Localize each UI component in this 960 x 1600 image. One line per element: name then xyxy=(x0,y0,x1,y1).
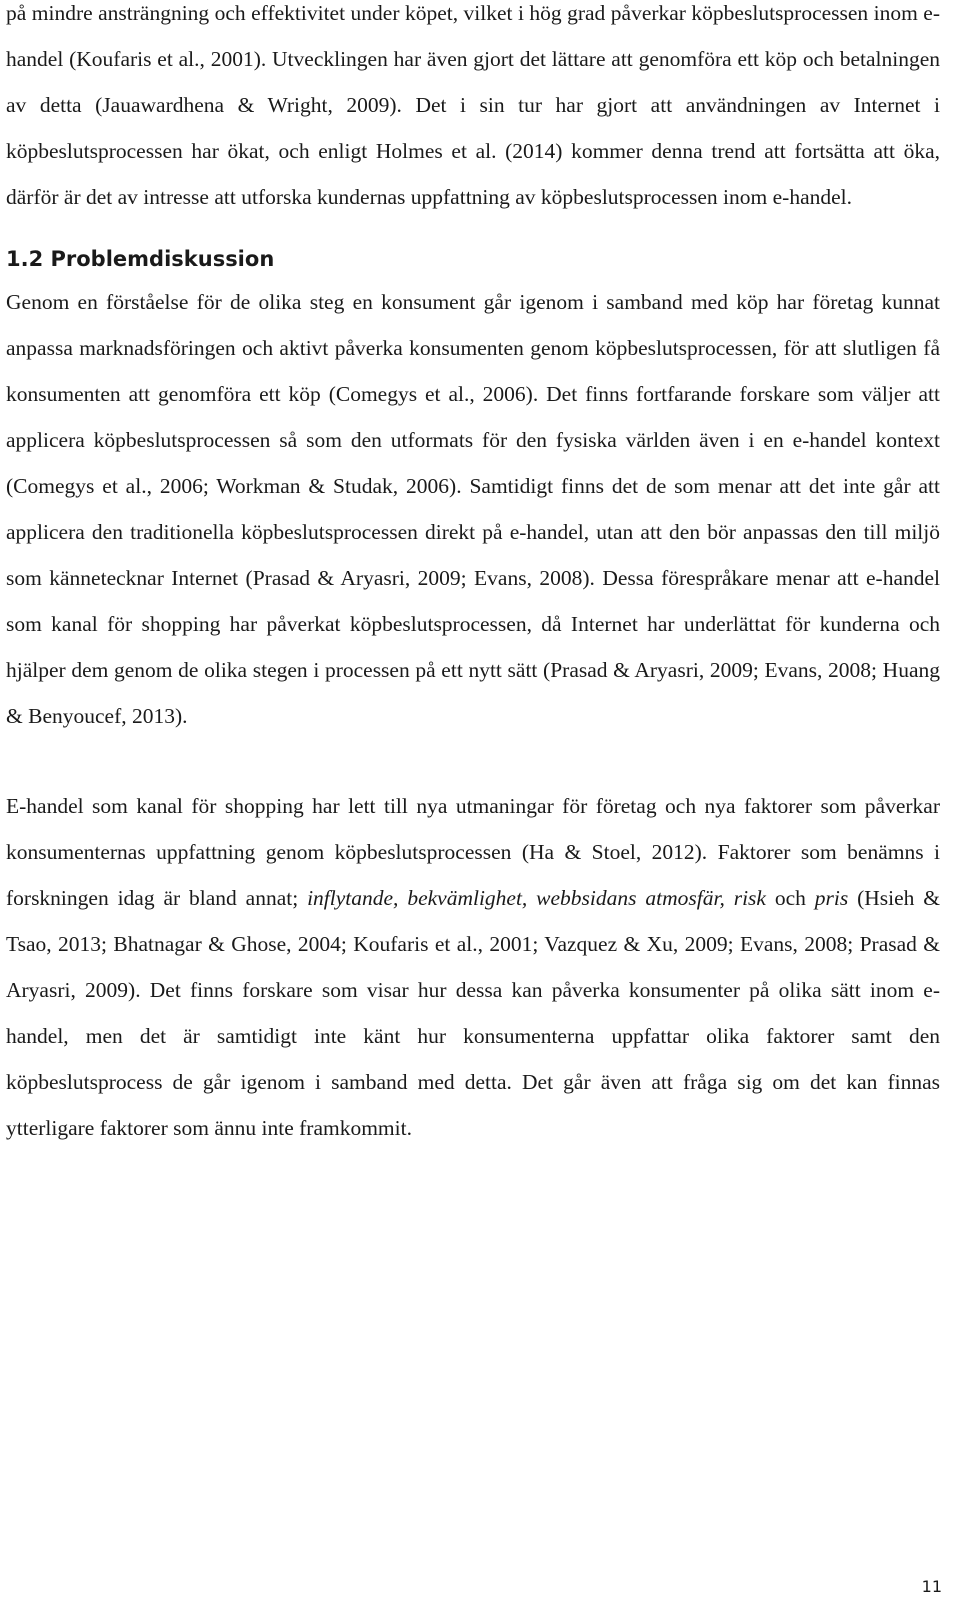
document-page xyxy=(6,0,940,1151)
factor-list-italic: bekvämlighet, webbsidans atmosfär, risk xyxy=(407,886,766,910)
page-number: 11 xyxy=(921,1577,942,1596)
factors-conjunction: och xyxy=(765,886,815,910)
problem-paragraph: Genom en förståelse för de olika steg en konsument går igenom i samband med köp har företag kunnat anpassa marknadsföringen och aktivt påverka konsumenten genom köpbeslutsprocessen, för att slutligen få konsumenten att genomföra ett köp (Comegys et al., 2006). Det finns fortfarande forskare som väljer att applicera köpbeslutsprocessen så som den utformats för den fysiska världen även i en e-handel kontext (Comegys et al., 2006; Workman & Studak, 2006). Samtidigt finns det de som menar att det inte går att applicera den traditionella köpbeslutsprocessen direkt på e-handel, utan att den bör anpassas den till miljö som kännetecknar Internet (Prasad & Aryasri, 2009; Evans, 2008). Dessa förespråkare menar att e-handel som kanal för shopping har påverkat köpbeslutsprocessen, då Internet har underlättat för kunderna och hjälper dem genom de olika stegen i processen på ett nytt sätt (Prasad & Aryasri, 2009; Evans, 2008; Huang & Benyoucef, 2013). xyxy=(6,290,940,728)
factor-price: pris xyxy=(814,886,849,910)
intro-paragraph: på mindre ansträngning och effektivitet under köpet, vilket i hög grad påverkar köpbeslutsprocessen inom e-handel (Koufaris et al., 2001). Utvecklingen har även gjort det lättare att genomföra ett köp och betalningen av detta (Jauawardhena & Wright, 2009). Det i sin tur har gjort att användningen av Internet i köpbeslutsprocessen har ökat, och enligt Holmes et al. (2014) kommer denna trend att fortsätta att öka, därför är det av intresse att utforska kundernas uppfattning av köpbeslutsprocessen inom e-handel. xyxy=(6,1,940,209)
factor-influence: inflytande, xyxy=(307,886,399,910)
factors-text-end: (Hsieh & Tsao, 2013; Bhatnagar & Ghose, 2004; Koufaris et al., 2001; Vazquez & Xu, 2009; Evans, 2008; Prasad & Aryasri, 2009). Det finns forskare som visar hur dessa kan påverka konsumenter på olika sätt inom e-handel, men det är samtidigt inte känt hur konsumenterna uppfattar olika faktorer samt den köpbeslutsprocess de går igenom i samband med detta. Det går även att fråga sig om det kan finnas ytterligare faktorer som ännu inte framkommit. xyxy=(6,886,940,1140)
section-heading: 1.2 Problemdiskussion xyxy=(6,247,275,271)
factors-text-start: E-handel som kanal för shopping har lett till nya utmaningar för företag och nya faktorer som påverkar konsumenternas uppfattning genom köpbeslutsprocessen (Ha & Stoel, 2012). Faktorer som benämns i forskningen idag är bland annat; xyxy=(6,794,940,910)
factors-paragraph xyxy=(6,783,940,1151)
